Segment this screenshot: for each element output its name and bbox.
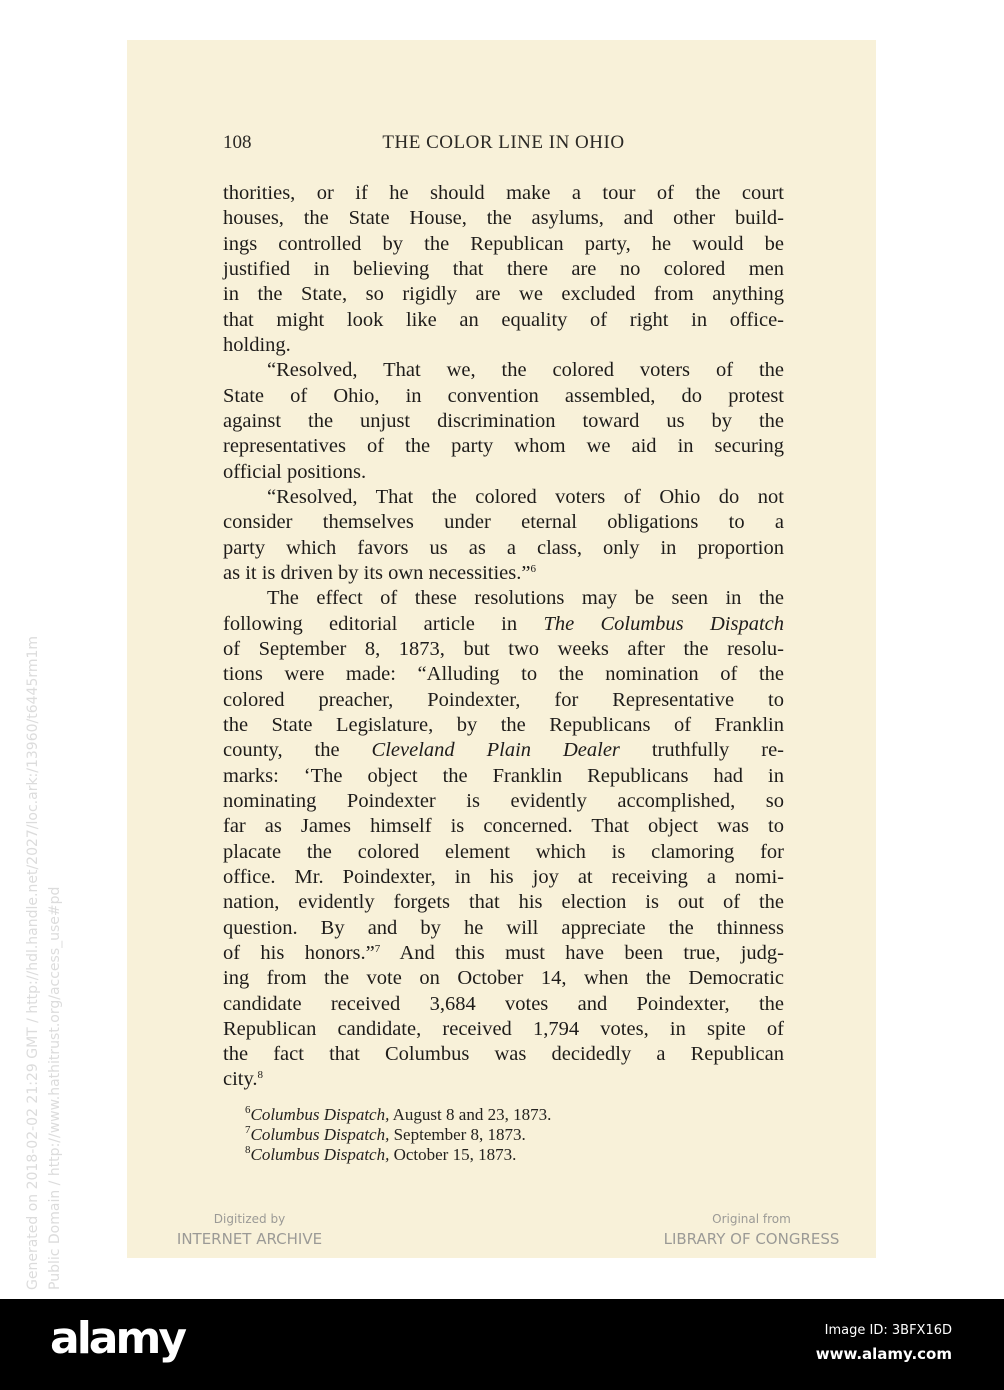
stock-footer-bar	[0, 1299, 1004, 1390]
text-line	[223, 992, 784, 1017]
text-segment: holding.	[223, 333, 291, 356]
footnote	[245, 1125, 551, 1145]
side-watermark	[22, 636, 66, 1290]
text-segment: marks: ‘The object the Franklin Republicans had in	[223, 764, 784, 787]
text-line	[223, 333, 784, 358]
text-segment: in the State, so rigidly are we excluded from anything	[223, 283, 784, 306]
text-line	[223, 561, 784, 586]
text-segment: far as James himself is concerned. That object was to	[223, 815, 784, 838]
text-segment: ings controlled by the Republican party, he would be	[223, 232, 784, 255]
text-segment: the State Legislature, by the Republicans of Franklin	[223, 713, 784, 736]
text-segment: city.	[223, 1068, 258, 1091]
text-line	[223, 409, 784, 434]
footnote-detail: August 8 and 23, 1873.	[389, 1105, 552, 1124]
text-segment: representatives of the party whom we aid in securing	[223, 435, 784, 458]
text-line	[223, 966, 784, 991]
text-line	[223, 282, 784, 307]
text-segment: against the unjust discrimination toward us by the	[223, 409, 784, 432]
text-line	[223, 941, 784, 966]
text-segment: question. By and by he will appreciate the thinness	[223, 916, 784, 939]
text-line	[223, 789, 784, 814]
text-line	[223, 688, 784, 713]
library-of-congress-label: LIBRARY OF CONGRESS	[663, 1230, 840, 1248]
text-line	[223, 510, 784, 535]
text-line	[223, 840, 784, 865]
text-segment: ing from the vote on October 14, when the Democratic	[223, 967, 784, 990]
text-segment: And this must have been true, judg-	[380, 941, 785, 964]
footnote-detail: October 15, 1873.	[389, 1145, 517, 1164]
text-segment: truthfully re-	[619, 739, 784, 762]
text-segment: justified in believing that there are no colored men	[223, 257, 784, 280]
text-line	[223, 662, 784, 687]
watermark-line-1: Generated on 2018-02-02 21:29 GMT / http://hdl.handle.net/2027/loc.ark:/13960/t6445rm1m	[25, 635, 41, 1290]
site-url: www.alamy.com	[815, 1345, 952, 1363]
text-segment: county, the	[223, 739, 372, 762]
footnote	[245, 1145, 551, 1165]
running-header	[223, 132, 784, 158]
text-line	[223, 181, 784, 206]
footnote-source: Columbus Dispatch,	[250, 1105, 390, 1124]
text-segment: following editorial article in	[223, 612, 544, 635]
text-segment: official positions.	[223, 460, 367, 483]
text-line	[223, 713, 784, 738]
original-from-label: Original from	[712, 1212, 791, 1226]
text-segment: nation, evidently forgets that his election is out of the	[223, 891, 784, 914]
text-segment: nominating Poindexter is evidently accomplished, so	[223, 789, 784, 812]
text-segment: the fact that Columbus was decidedly a Republican	[223, 1043, 784, 1066]
text-segment: placate the colored element which is clamoring for	[223, 840, 784, 863]
text-segment: “Resolved, That we, the colored voters of the	[267, 359, 784, 382]
text-line	[223, 358, 784, 383]
text-line	[223, 1017, 784, 1042]
text-segment: office. Mr. Poindexter, in his joy at receiving a nomi-	[223, 865, 784, 888]
text-segment: thorities, or if he should make a tour of the court	[223, 182, 784, 204]
book-page	[127, 40, 876, 1258]
text-line	[223, 890, 784, 915]
text-segment: houses, the State House, the asylums, and other build-	[223, 207, 784, 230]
text-segment: party which favors us as a class, only in proportion	[223, 536, 784, 559]
text-line	[223, 814, 784, 839]
text-segment: The effect of these resolutions may be seen in the	[267, 587, 784, 610]
digitized-by-credit	[157, 1212, 342, 1248]
text-line	[223, 485, 784, 510]
footnote-detail: September 8, 1873.	[389, 1125, 526, 1144]
text-line	[223, 637, 784, 662]
footnotes	[245, 1105, 551, 1165]
text-line	[223, 586, 784, 611]
text-line	[223, 257, 784, 282]
italic-title: Cleveland Plain Dealer	[371, 739, 620, 762]
footnote-ref: 6	[530, 562, 536, 575]
text-segment: as it is driven by its own necessities.”	[223, 561, 531, 584]
text-line	[223, 206, 784, 231]
running-title: THE COLOR LINE IN OHIO	[382, 132, 625, 153]
text-line	[223, 434, 784, 459]
text-line	[223, 460, 784, 485]
text-segment: consider themselves under eternal obligations to a	[223, 511, 784, 534]
text-segment: State of Ohio, in convention assembled, do protest	[223, 384, 784, 407]
footnote-source: Columbus Dispatch,	[250, 1125, 390, 1144]
text-line	[223, 764, 784, 789]
footnote-number: 6	[245, 1104, 251, 1116]
text-segment: of his honors.”	[223, 941, 375, 964]
image-id: Image ID: 3BFX16D	[824, 1323, 952, 1338]
text-segment: candidate received 3,684 votes and Poindexter, the	[223, 992, 784, 1015]
digitized-by-label: Digitized by	[213, 1212, 286, 1226]
page-number: 108	[223, 132, 252, 153]
footnote	[245, 1105, 551, 1125]
original-from-credit	[654, 1212, 849, 1248]
text-line	[223, 384, 784, 409]
text-line	[223, 308, 784, 333]
text-line	[223, 232, 784, 257]
footnote-source: Columbus Dispatch,	[250, 1145, 390, 1164]
watermark-line-2: Public Domain / http://www.hathitrust.org/access_use#pd	[47, 886, 63, 1290]
text-segment: Republican candidate, received 1,794 votes, in spite of	[223, 1017, 784, 1040]
text-line	[223, 1042, 784, 1067]
internet-archive-label: INTERNET ARCHIVE	[176, 1230, 323, 1248]
text-segment: of September 8, 1873, but two weeks after the resolu-	[223, 637, 784, 660]
body-text	[223, 181, 784, 1093]
footnote-number: 7	[245, 1124, 251, 1136]
text-line	[223, 865, 784, 890]
text-segment: tions were made: “Alluding to the nomination of the	[223, 663, 784, 686]
footnote-ref: 7	[374, 942, 381, 955]
text-segment: “Resolved, That the colored voters of Ohio do not	[267, 485, 784, 508]
text-line	[223, 612, 784, 637]
footnote-ref: 8	[257, 1069, 264, 1082]
alamy-logo: alamy	[50, 1313, 184, 1364]
text-segment: that might look like an equality of right in office-	[223, 308, 784, 331]
text-segment: colored preacher, Poindexter, for Representative to	[223, 688, 784, 711]
italic-title: The Columbus Dispatch	[543, 612, 784, 635]
text-line	[223, 916, 784, 941]
text-line	[223, 738, 784, 763]
text-line	[223, 536, 784, 561]
text-line	[223, 1067, 784, 1092]
footnote-number: 8	[245, 1144, 251, 1156]
